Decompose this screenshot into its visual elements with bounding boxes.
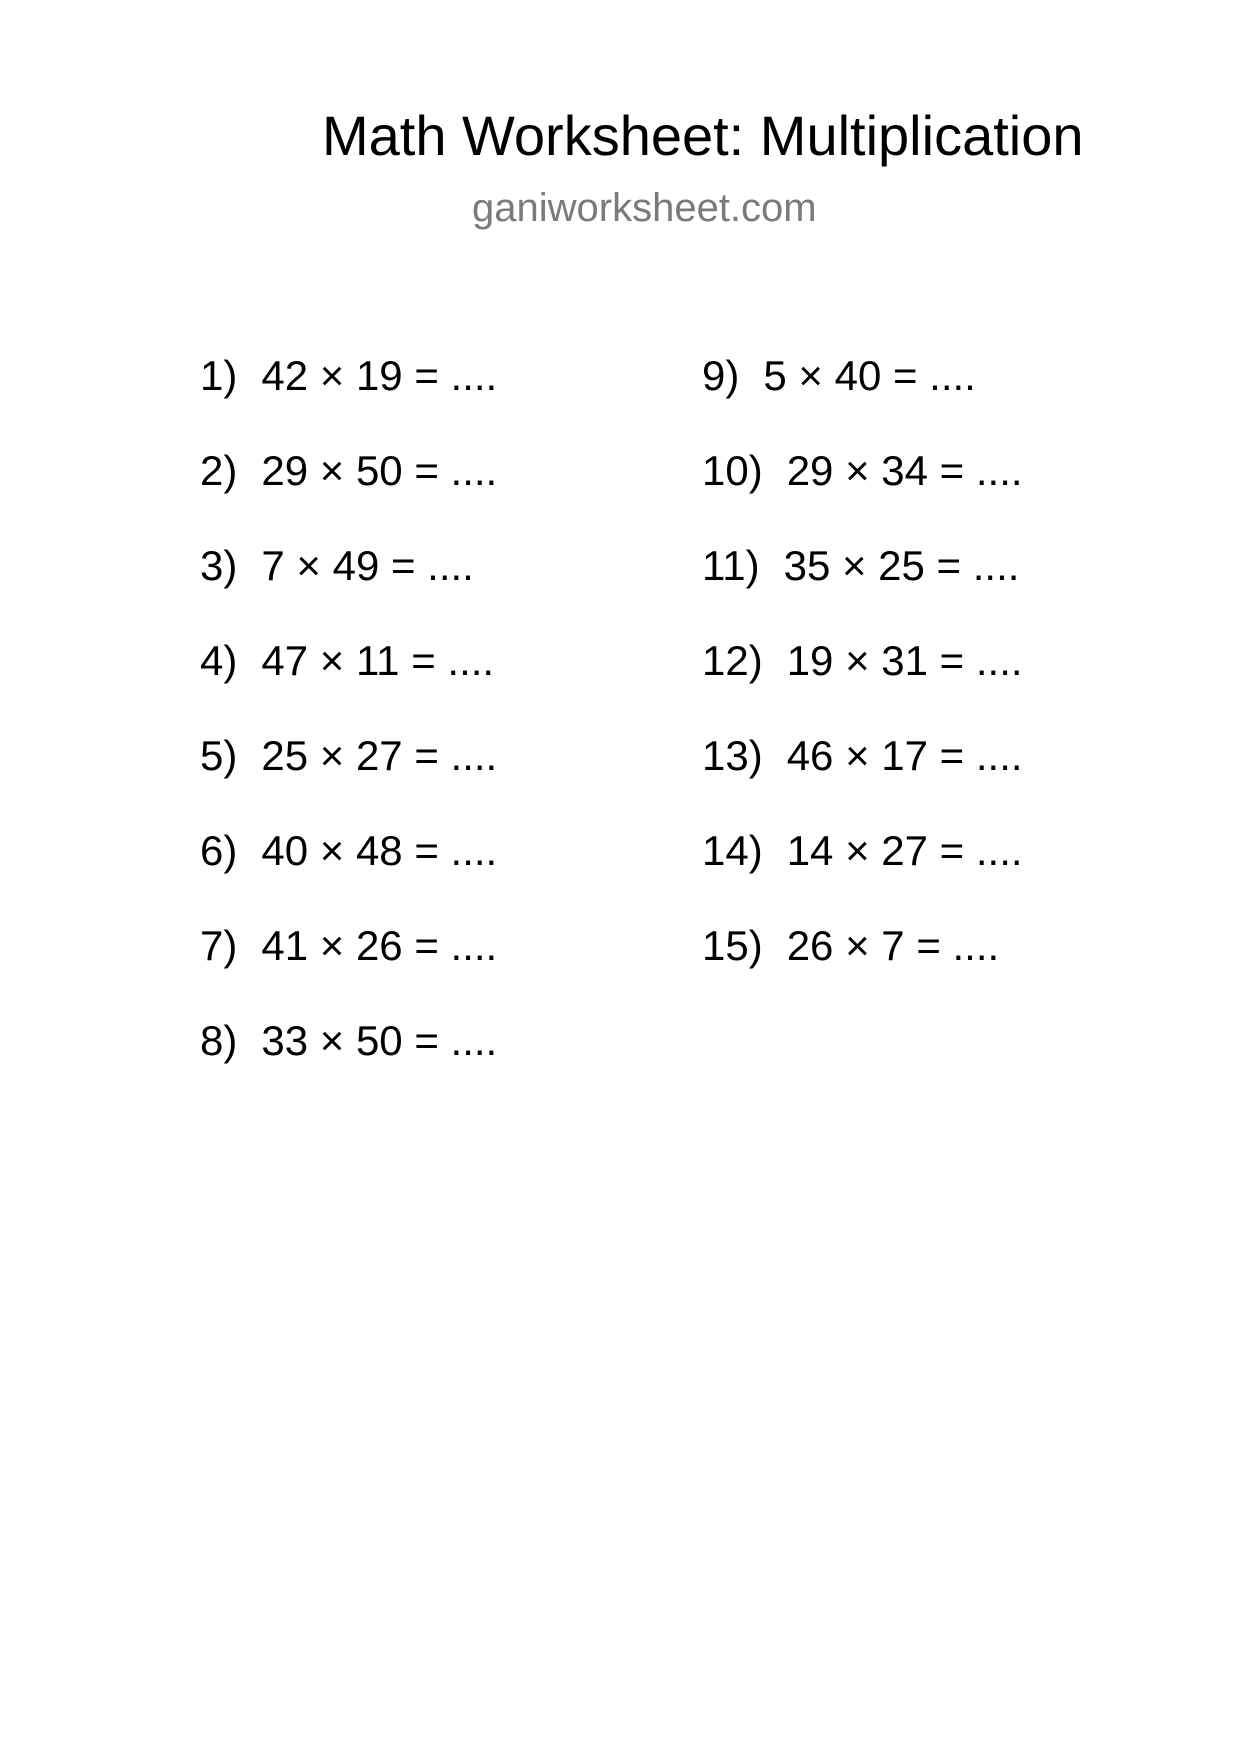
problem-expression: 26 × 7 = .... (786, 922, 1000, 969)
problem-item (702, 540, 1023, 635)
problem-item (702, 920, 1023, 1015)
problem-expression: 35 × 25 = .... (783, 542, 1020, 589)
problem-number: 5) (200, 732, 238, 779)
problem-item (702, 825, 1023, 920)
problem-number: 6) (200, 827, 238, 874)
problem-item (200, 445, 497, 540)
problem-expression: 41 × 26 = .... (261, 922, 498, 969)
problem-column-left (200, 350, 497, 1110)
problem-item (200, 920, 497, 1015)
problem-number: 15) (702, 922, 763, 969)
problem-expression: 42 × 19 = .... (261, 352, 498, 399)
problem-number: 13) (702, 732, 763, 779)
problem-number: 9) (702, 352, 740, 399)
problem-expression: 33 × 50 = .... (261, 1017, 498, 1064)
problem-number: 8) (200, 1017, 238, 1064)
problem-item (702, 445, 1023, 540)
problem-number: 4) (200, 637, 238, 684)
problem-item (200, 730, 497, 825)
problem-number: 1) (200, 352, 238, 399)
problem-expression: 14 × 27 = .... (786, 827, 1023, 874)
problem-number: 7) (200, 922, 238, 969)
worksheet-title-text: Math Worksheet: Multiplication (322, 104, 1084, 167)
problem-expression: 29 × 34 = .... (786, 447, 1023, 494)
problem-expression: 29 × 50 = .... (261, 447, 498, 494)
problem-expression: 40 × 48 = .... (261, 827, 498, 874)
problem-number: 11) (702, 542, 760, 589)
problem-number: 2) (200, 447, 238, 494)
problem-expression: 46 × 17 = .... (786, 732, 1023, 779)
problem-expression: 5 × 40 = .... (763, 352, 976, 399)
problem-expression: 25 × 27 = .... (261, 732, 498, 779)
problem-number: 12) (702, 637, 763, 684)
problem-item (200, 350, 497, 445)
problem-column-right (702, 350, 1023, 1015)
problem-item (200, 540, 497, 635)
problem-expression: 7 × 49 = .... (261, 542, 474, 589)
problem-number: 10) (702, 447, 763, 494)
problem-item (200, 1015, 497, 1110)
problem-item (702, 730, 1023, 825)
problem-number: 14) (702, 827, 763, 874)
problem-expression: 47 × 11 = .... (261, 637, 495, 684)
problem-item (702, 350, 1023, 445)
problem-item (200, 635, 497, 730)
problem-item (200, 825, 497, 920)
problem-item (702, 635, 1023, 730)
problem-number: 3) (200, 542, 238, 589)
worksheet-subtitle: ganiworksheet.com (472, 186, 817, 230)
problem-expression: 19 × 31 = .... (786, 637, 1023, 684)
